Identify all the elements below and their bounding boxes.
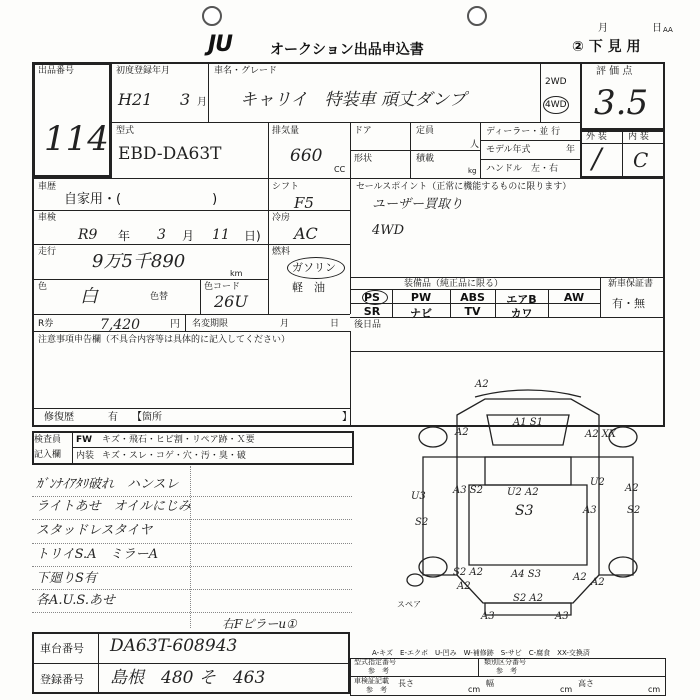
diagram-mark-13: S2 bbox=[627, 505, 641, 516]
equip-ps-circle bbox=[362, 290, 388, 305]
yen-unit: 円 bbox=[170, 319, 180, 330]
diagram-mark-18: A2 bbox=[591, 577, 605, 588]
selling-points-label: セールスポイント（正常に機能するものに限ります） bbox=[356, 182, 572, 192]
interior-items: キズ・スレ・コゲ・穴・汚・臭・破 bbox=[102, 451, 246, 461]
diagram-mark-6: U2 A2 bbox=[507, 487, 539, 498]
cc-unit: CC bbox=[334, 165, 346, 174]
lot-number-label: 出品番号 bbox=[38, 66, 75, 76]
car-name-value: キャリイ 特装車 頑丈ダンプ bbox=[240, 90, 467, 110]
score-value: 3.5 bbox=[594, 83, 649, 123]
drive-2wd-label: 2WD bbox=[545, 77, 567, 87]
height-label: 高さ bbox=[578, 679, 594, 688]
notice-label: 注意事項申告欄（不具合内容等は具体的に記入してください） bbox=[38, 335, 291, 345]
front-bumper-top bbox=[475, 390, 581, 397]
name-change-day: 日 bbox=[330, 319, 340, 329]
model-type-value: EBD-DA63T bbox=[118, 144, 222, 164]
selling-point-2: 4WD bbox=[372, 223, 405, 238]
diagram-mark-9: U3 bbox=[411, 491, 426, 502]
person-unit: 人 bbox=[470, 140, 480, 150]
chassis-label: 車台番号 bbox=[40, 642, 84, 655]
equip-ps: PS bbox=[364, 291, 380, 304]
car-name-label: 車名・グレード bbox=[214, 66, 278, 76]
diagram-mark-12: S2 bbox=[415, 517, 429, 528]
displacement-value: 660 bbox=[290, 146, 323, 166]
fw-label: FW bbox=[76, 435, 93, 445]
cert-label: 車検証記載 bbox=[354, 677, 389, 685]
color-value: 白 bbox=[80, 286, 98, 307]
right-note: 右Fピラーu① bbox=[222, 617, 297, 631]
diagram-mark-21: A3 bbox=[555, 611, 569, 622]
reg-label: 登録番号 bbox=[40, 673, 84, 686]
hood bbox=[457, 399, 599, 457]
load-label: 積載 bbox=[416, 154, 435, 164]
shape-label: 形状 bbox=[354, 154, 373, 164]
model-year-unit: 年 bbox=[566, 145, 576, 155]
model-year-label: モデル年式 bbox=[486, 145, 531, 155]
chassis-value: DA63T-608943 bbox=[110, 636, 238, 656]
aa-label: AA bbox=[663, 26, 673, 34]
punch-hole-left bbox=[202, 6, 222, 26]
selling-point-1: ユーザー買取り bbox=[372, 197, 464, 212]
repair-spot-close: 】 bbox=[342, 412, 352, 423]
color-label: 色 bbox=[38, 282, 48, 292]
fuel-gas-circle bbox=[287, 257, 345, 279]
fuel-light: 軽 油 bbox=[292, 281, 325, 294]
exterior-value: / bbox=[592, 142, 602, 175]
diagram-mark-7: U2 bbox=[590, 477, 605, 488]
wheel-front-left bbox=[419, 427, 447, 447]
shift-label: シフト bbox=[272, 182, 300, 192]
color-change-label: 色替 bbox=[150, 292, 169, 302]
punch-hole-right bbox=[467, 6, 487, 26]
note-line-6: 各A.U.S.あせ bbox=[36, 593, 115, 608]
note-line-3: スタッドレスタイヤ bbox=[36, 523, 153, 538]
diagram-mark-14: A4 S3 bbox=[511, 569, 541, 580]
first-reg-month: 3 bbox=[180, 90, 191, 109]
ac-value: AC bbox=[294, 224, 318, 243]
new-car-cert-label: 新車保証書 bbox=[608, 279, 654, 289]
after-items-label: 後日品 bbox=[354, 320, 382, 330]
width-unit: cm bbox=[560, 685, 573, 694]
handle-label: ハンドル 左・右 bbox=[486, 164, 559, 174]
diagram-mark-19: S2 A2 bbox=[513, 593, 543, 604]
length-unit: cm bbox=[468, 685, 481, 694]
shift-value: F5 bbox=[294, 194, 314, 212]
diagram-mark-11: A3 bbox=[583, 505, 597, 516]
diagram-mark-16: A2 bbox=[457, 581, 471, 592]
form-title: オークション出品申込書 bbox=[270, 42, 424, 58]
lot-number-value: 114 bbox=[44, 119, 109, 159]
diagram-mark-8: A2 bbox=[625, 483, 639, 494]
cert-ref-label: 参 考 bbox=[366, 686, 387, 694]
interior-items-label: 内装 bbox=[76, 451, 95, 461]
repair-history-label: 修復歴 bbox=[44, 412, 74, 423]
first-reg-month-unit: 月 bbox=[197, 97, 207, 108]
diagram-mark-17: A2 bbox=[573, 572, 587, 583]
name-change-label: 名変期限 bbox=[192, 319, 229, 329]
dealer-label: ディーラー・並 行 bbox=[486, 127, 561, 137]
color-code-value: 26U bbox=[214, 292, 248, 311]
repair-spot-label: 【箇所 bbox=[132, 412, 162, 423]
equip-airbag: エアB bbox=[506, 293, 537, 306]
drive-4wd-circle bbox=[543, 96, 569, 114]
diagram-mark-5: A3 S2 bbox=[453, 485, 483, 496]
diagram-mark-1: A2 bbox=[475, 379, 489, 390]
fw-items: キズ・飛石・ヒビ割・リペア跡・Ｘ要 bbox=[102, 435, 255, 445]
car-diagram bbox=[395, 375, 680, 625]
kg-unit: kg bbox=[468, 167, 477, 175]
month-label: 月 bbox=[598, 23, 608, 34]
class-ref-label: 参 考 bbox=[496, 667, 517, 675]
first-reg-label: 初度登録年月 bbox=[116, 66, 171, 76]
equip-aw: AW bbox=[563, 291, 585, 304]
spare-tire bbox=[407, 574, 423, 586]
note-line-5: 下廻りS有 bbox=[36, 571, 97, 586]
length-label: 長さ bbox=[398, 679, 414, 688]
diagram-mark-10: S3 bbox=[515, 503, 534, 519]
displacement-label: 排気量 bbox=[272, 126, 300, 136]
note-line-4: トリイS.A ミラーA bbox=[36, 547, 158, 562]
history-label: 車歴 bbox=[38, 182, 57, 192]
interior-label: 内 装 bbox=[628, 132, 649, 142]
equipment-title: 装備品（純正品に限る） bbox=[404, 279, 504, 289]
fill-label: 記入欄 bbox=[34, 450, 62, 460]
spare-label: スペア bbox=[397, 600, 421, 609]
equip-sr: SR bbox=[363, 305, 381, 318]
inspector-label: 検査員 bbox=[34, 435, 62, 445]
equip-navi: ナビ bbox=[410, 307, 432, 320]
inspection-month: 3 bbox=[157, 227, 166, 243]
type-ref-label: 参 考 bbox=[368, 667, 389, 675]
class-label: 類別区分番号 bbox=[484, 658, 526, 666]
height-unit: cm bbox=[648, 685, 661, 694]
damage-legend: A-キズ E-エクボ U-凹み W-補修跡 S-サビ C-腐食 XX-交換済 bbox=[372, 649, 590, 657]
new-car-cert-value: 有・無 bbox=[612, 297, 645, 310]
inspection-label: 車検 bbox=[38, 213, 57, 223]
mileage-label: 走行 bbox=[38, 247, 57, 257]
width-label: 幅 bbox=[486, 679, 494, 688]
inspection-month-unit: 月 bbox=[182, 229, 195, 243]
recycle-value: 7,420 bbox=[100, 317, 141, 333]
equip-tv: TV bbox=[464, 305, 481, 318]
inspection-day-unit: 日) bbox=[244, 229, 261, 243]
fuel-gas: ガソリン bbox=[292, 261, 336, 274]
equip-leather: カワ bbox=[510, 307, 533, 320]
copy-label: ② 下 見 用 bbox=[572, 39, 641, 55]
ac-label: 冷房 bbox=[272, 213, 291, 223]
note-line-1: ｶﾞﾝﾅｲｱﾀﾘ破れ ハンスレ bbox=[36, 477, 179, 492]
capacity-label: 定員 bbox=[416, 126, 435, 136]
diagram-mark-2: A1 S1 bbox=[513, 417, 543, 428]
door-label: ドア bbox=[354, 126, 372, 136]
diagram-mark-20: A3 bbox=[481, 611, 495, 622]
km-unit: km bbox=[230, 269, 243, 278]
color-code-label: 色コード bbox=[204, 282, 241, 292]
recycle-label: R券 bbox=[38, 319, 54, 329]
type-designation-label: 型式指定番号 bbox=[354, 658, 396, 666]
history-value: 自家用・( ) bbox=[64, 192, 218, 207]
equip-pw: PW bbox=[410, 291, 432, 304]
exterior-label: 外 装 bbox=[586, 132, 607, 142]
name-change-month: 月 bbox=[280, 319, 290, 329]
diagram-mark-3: A2 bbox=[455, 427, 469, 438]
diagram-mark-15: S2 A2 bbox=[453, 567, 483, 578]
repair-history-value: 有 bbox=[108, 412, 118, 423]
roof bbox=[485, 457, 571, 485]
first-reg-era: H21 bbox=[118, 90, 153, 109]
note-line-2: ライトあせ オイルにじみ bbox=[36, 499, 191, 514]
mileage-value: 9万5千890 bbox=[92, 251, 186, 272]
score-label: 評 価 点 bbox=[596, 66, 633, 77]
model-type-label: 型式 bbox=[116, 126, 135, 136]
diagram-mark-4: A2 XX bbox=[585, 429, 617, 440]
day-label: 日 bbox=[652, 23, 662, 34]
inspection-era: R9 bbox=[78, 227, 98, 243]
inspection-year-unit: 年 bbox=[118, 229, 131, 243]
reg-value: 島根 480 そ 463 bbox=[110, 668, 266, 688]
interior-value: C bbox=[633, 148, 649, 172]
equip-abs: ABS bbox=[460, 291, 485, 304]
drive-4wd-label: 4WD bbox=[545, 100, 567, 110]
ju-logo: JU bbox=[208, 32, 233, 57]
fuel-label: 燃料 bbox=[272, 247, 291, 257]
inspection-day: 11 bbox=[212, 227, 230, 243]
